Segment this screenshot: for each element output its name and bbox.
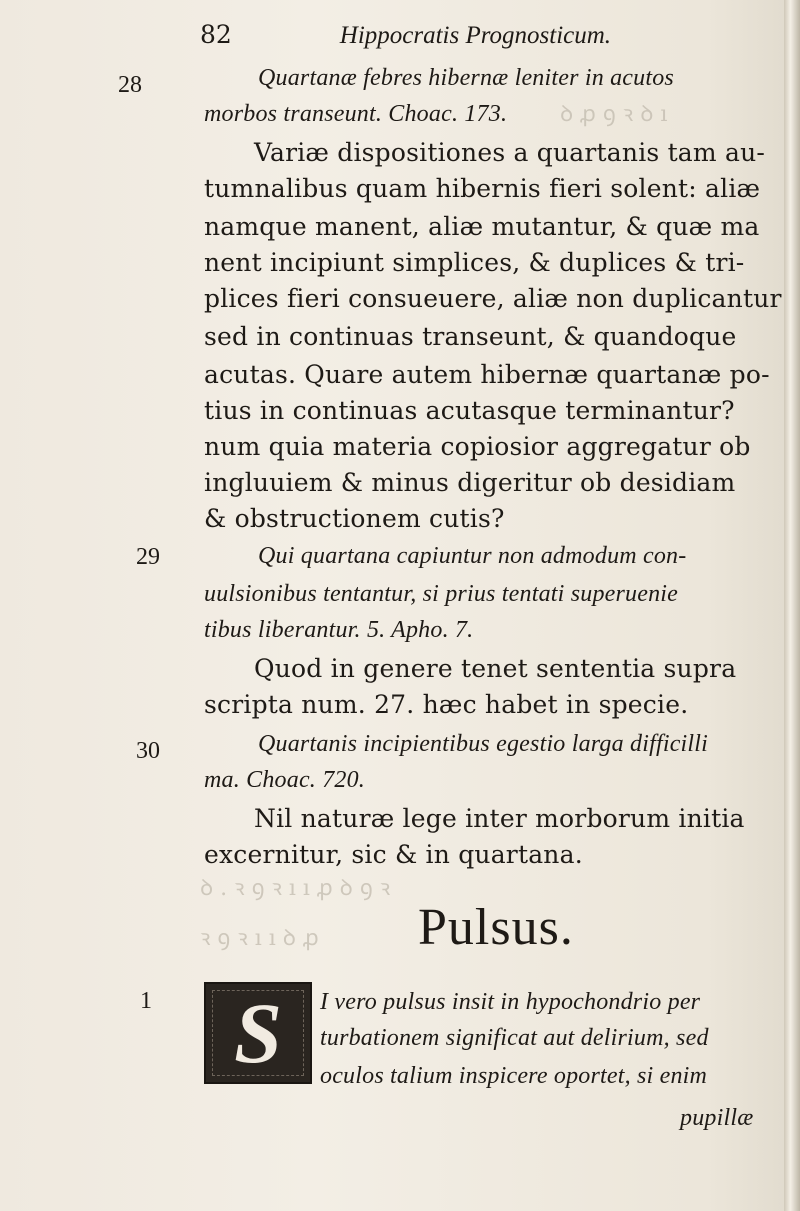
aphorism-text: Qui quartana capiuntur non admodum con-: [258, 543, 687, 569]
section-heading: Pulsus.: [418, 899, 574, 956]
catchword: pupillæ: [680, 1105, 754, 1131]
bleed-through-text: ꝛ ꝯ ꝛ ı ı ꝺ ꝓ: [200, 926, 319, 951]
initial-letter: S: [234, 985, 282, 1081]
running-header: [200, 22, 611, 48]
bleed-through-text: ꝺ . ꝛ ꝯ ꝛ ı ı ꝓ ꝺ ꝯ ꝛ: [200, 876, 391, 901]
commentary-line: Variæ dispositiones a quartanis tam au-: [254, 138, 766, 167]
page-number: 82: [200, 20, 232, 49]
commentary-line: num quia materia copiosior aggregatur ob: [204, 432, 751, 461]
commentary-line: Quod in genere tenet sententia supra: [254, 654, 737, 683]
commentary-line: tumnalibus quam hibernis fieri solent: aliæ: [204, 174, 761, 203]
aphorism-text: oculos talium inspicere oportet, si enim: [320, 1063, 708, 1089]
commentary-line: namque manent, aliæ mutantur, & quæ ma: [204, 212, 760, 241]
commentary-line: & obstructionem cutis?: [204, 504, 505, 533]
margin-number: 1: [140, 988, 152, 1014]
commentary-line: nent incipiunt simplices, & duplices & tri-: [204, 248, 745, 277]
aphorism-text: I vero pulsus insit in hypochondrio per: [320, 989, 701, 1015]
page-edge: [784, 0, 800, 1211]
commentary-line: tius in continuas acutasque terminantur?: [204, 396, 735, 425]
commentary-line: sed in continuas transeunt, & quandoque: [204, 322, 737, 351]
commentary-line: Nil naturæ lege inter morborum initia: [254, 804, 745, 833]
aphorism-text: morbos transeunt. Choac. 173.: [204, 101, 508, 127]
commentary-line: excernitur, sic & in quartana.: [204, 840, 583, 869]
bleed-through-text: ꝺ ꝓ ꝯ ꝛ ꝺ ı: [560, 102, 668, 127]
margin-number: 30: [136, 738, 160, 764]
aphorism-text: uulsionibus tentantur, si prius tentati superuenie: [204, 581, 679, 607]
aphorism-text: tibus liberantur. 5. Apho. 7.: [204, 617, 474, 643]
aphorism-text: ma. Choac. 720.: [204, 767, 365, 793]
aphorism-text: Quartanis incipientibus egestio larga difficilli: [258, 731, 709, 757]
commentary-line: plices fieri consueuere, aliæ non duplicantur: [204, 284, 782, 313]
margin-number: 29: [136, 544, 160, 570]
margin-number: 28: [118, 72, 142, 98]
aphorism-text: turbationem significat aut delirium, sed: [320, 1025, 709, 1051]
commentary-line: ingluuiem & minus digeritur ob desidiam: [204, 468, 736, 497]
decorated-initial: [204, 982, 312, 1084]
commentary-line: scripta num. 27. hæc habet in specie.: [204, 690, 689, 719]
running-title: Hippocratis Prognosticum.: [339, 22, 612, 49]
commentary-line: acutas. Quare autem hibernæ quartanæ po-: [204, 360, 770, 389]
aphorism-text: Quartanæ febres hibernæ leniter in acutos: [258, 65, 674, 91]
